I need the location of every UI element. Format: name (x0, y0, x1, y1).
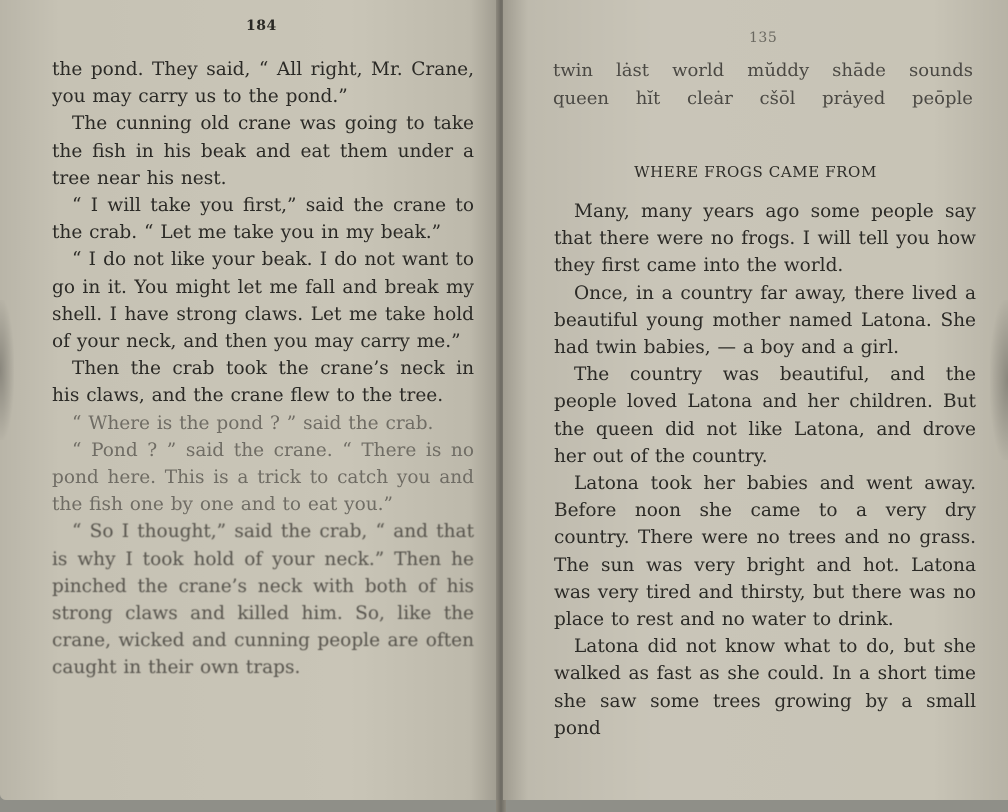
vocabulary-word: peōple (912, 88, 973, 109)
vocabulary-list (553, 60, 973, 116)
paragraph: Once, in a country far away, there lived a beautiful young mother named Latona. She had twin babies, — a boy and a girl. (554, 282, 976, 359)
paragraph: Many, many years ago some people say that there were no frogs. I will tell you how they first came into the world. (554, 201, 976, 277)
paragraph: Latona did not know what to do, but she walked as fast as she could. In a short time she saw some trees growing by a small pond (554, 636, 976, 739)
vocabulary-word: shāde (832, 60, 886, 81)
page-number-left: 184 (246, 18, 277, 34)
page-shadow (990, 300, 1008, 460)
right-page (503, 0, 1008, 800)
paragraph: Then the crab took the crane’s neck in his claws, and the crane flew to the tree. (52, 358, 474, 407)
vocabulary-row (553, 88, 973, 116)
left-page (0, 0, 500, 800)
page-number-right: 135 (749, 30, 778, 46)
vocabulary-word: cšōl (759, 88, 796, 109)
paragraph: The cunning old crane was going to take the fish in his beak and eat them under a tree near his nest. (52, 113, 474, 189)
vocabulary-word: hĭt (635, 88, 661, 109)
paragraph: “ So I thought,” said the crab, “ and that is why I took hold of your neck.” Then he pinched the crane’s neck with both of his strong claws and killed him. So, like the crane, wicked and cunning people are often caught in their own traps. (52, 521, 474, 679)
paragraph: “ I will take you first,” said the crane to the crab. “ Let me take you in my beak.” (52, 195, 474, 244)
paragraph: “ I do not like your beak. I do not want to go in it. You might let me fall and break my shell. I have strong claws. Let me take hold of your neck, and then you may carry me.” (52, 249, 474, 353)
vocabulary-word: queen (553, 88, 610, 109)
vocabulary-word: prȧyed (822, 88, 886, 109)
paragraph: “ Where is the pond ? ” said the crab. (72, 412, 434, 434)
paragraph: The country was beautiful, and the people loved Latona and her children. But the queen did not like Latona, and drove her out of the country. (554, 364, 976, 467)
vocabulary-word: world (672, 60, 725, 81)
left-page-text (52, 56, 474, 682)
page-shadow (0, 300, 14, 440)
paragraph: “ Pond ? ” said the crane. “ There is no pond here. This is a trick to catch you and the fish one by one and to eat you.” (52, 439, 474, 516)
vocabulary-word: lȧst (616, 60, 650, 81)
paragraph: Latona took her babies and went away. Before noon she came to a very dry country. There were no trees and no grass. The sun was very bright and hot. Latona was very tired and thirsty, but there was no place to rest and no water to drink. (554, 473, 976, 631)
vocabulary-row (553, 60, 973, 88)
paragraph: the pond. They said, “ All right, Mr. Crane, you may carry us to the pond.” (52, 59, 474, 108)
vocabulary-word: cleȧr (686, 88, 733, 109)
chapter-heading: WHERE FROGS CAME FROM (634, 163, 877, 181)
vocabulary-word: mŭddy (747, 60, 810, 81)
vocabulary-word: sounds (908, 60, 973, 81)
right-page-text (554, 198, 976, 742)
vocabulary-word: twin (553, 60, 593, 81)
